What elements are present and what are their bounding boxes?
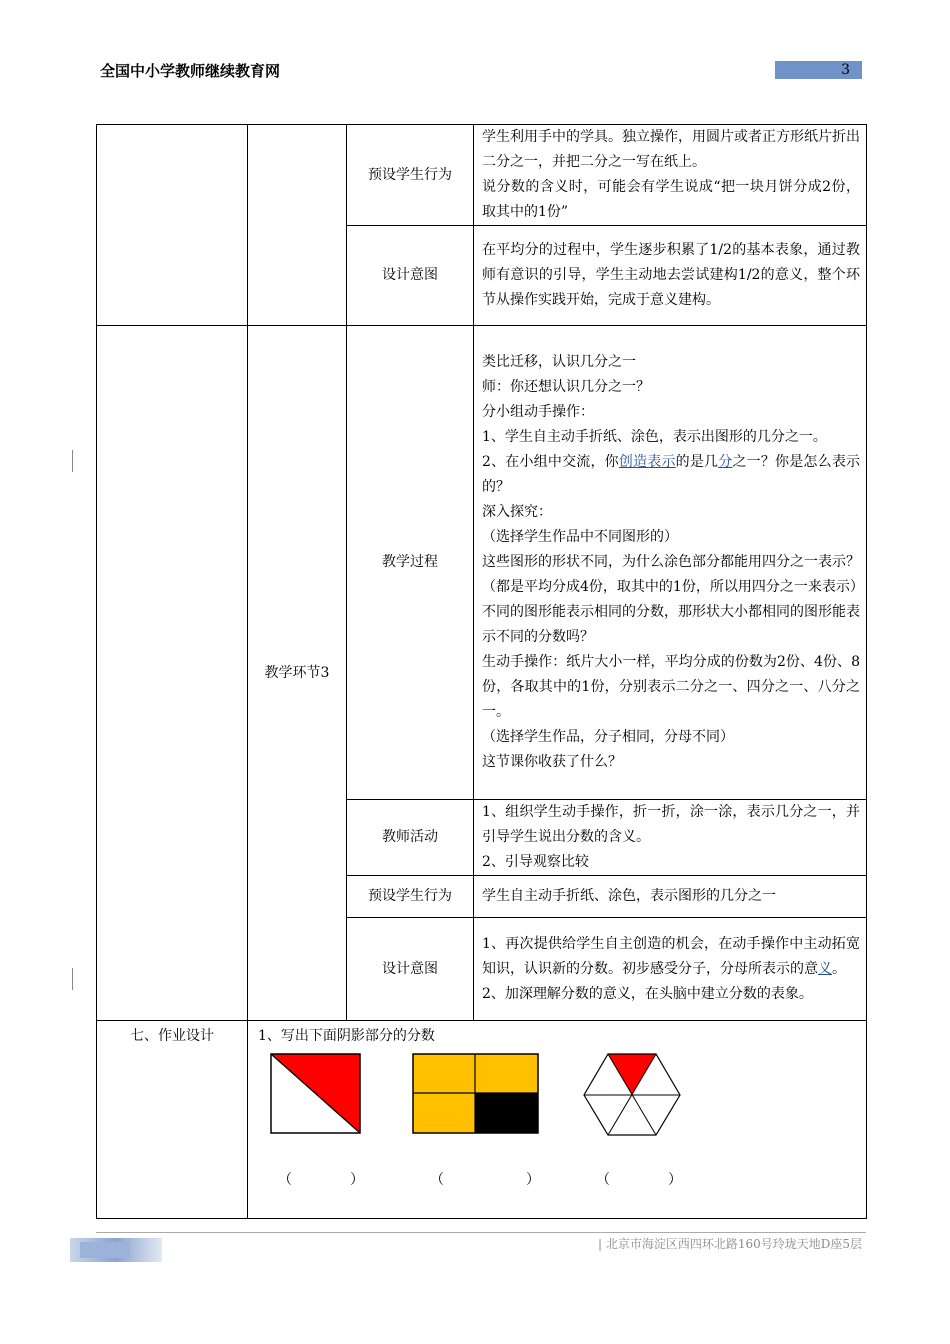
empty-cell <box>97 326 248 1021</box>
text-line: 学生利用手中的学具。独立操作，用圆片或者正方形纸片折出二分之一，并把二分之一写在纸上。 <box>482 129 860 170</box>
row-content <box>474 918 867 1021</box>
text-line: 生动手操作：纸片大小一样，平均分成的份数为2份、4份、8份，各取其中的1份，分别表示二分之一、四分之一、八分之一。 <box>482 654 860 720</box>
margin-mark <box>72 450 73 472</box>
empty-cell <box>97 125 248 326</box>
text-line: 1、组织学生动手操作，折一折，涂一涂，表示几分之一，并引导学生说出分数的含义。 <box>482 804 860 845</box>
text-line: 师：你还想认识几分之一？ <box>482 379 650 395</box>
text-line: 2、加深理解分数的意义，在头脑中建立分数的表象。 <box>482 985 813 1002</box>
homework-title: 1、写出下面阴影部分的分数 <box>258 1028 435 1044</box>
grid-cell <box>475 1054 538 1093</box>
text-line: 2、在小组中交流，你创造表示的是几分之一？你是怎么表示的？ <box>482 454 861 495</box>
page-number-badge <box>775 61 862 79</box>
grid-cell <box>413 1093 475 1133</box>
homework-cell <box>248 1021 867 1219</box>
row-content: 学生自主动手折纸、涂色，表示图形的几分之一 <box>474 876 867 918</box>
text-line: 1、再次提供给学生自主创造的机会，在动手操作中主动拓宽知识，认识新的分数。初步感受分子，分母所表示的意义。 <box>482 935 860 977</box>
text-line: （选择学生作品，分子相同，分母不同） <box>482 729 734 745</box>
hexagon-figure <box>582 1053 682 1137</box>
page-number: 3 <box>841 62 850 78</box>
row-label: 设计意图 <box>347 226 474 326</box>
row-label: 预设学生行为 <box>347 125 474 226</box>
row-content <box>474 326 867 800</box>
triangle-square-figure <box>270 1053 362 1135</box>
margin-mark <box>72 968 73 990</box>
footer-address: | 北京市海淀区西四环北路160号玲珑天地D座5层 <box>597 1237 862 1251</box>
answer-paren-close: ） <box>350 1172 364 1188</box>
footer-logo-icon <box>70 1236 162 1264</box>
row-label: 设计意图 <box>347 918 474 1021</box>
text-line: 类比迁移，认识几分之一 <box>482 354 636 370</box>
table-row <box>97 326 867 800</box>
text-line: 深入探究： <box>482 504 552 520</box>
text-line: （选择学生作品中不同图形的） <box>482 529 678 545</box>
grid-four-figure <box>412 1053 540 1135</box>
row-content <box>474 125 867 226</box>
grid-cell-black <box>475 1093 538 1133</box>
answer-paren-open: （ <box>278 1172 292 1188</box>
text-line: 1、学生自主动手折纸、涂色，表示出图形的几分之一。 <box>482 429 827 445</box>
text-line: 这节课你收获了什么？ <box>482 754 622 770</box>
answer-paren-close: ） <box>668 1172 682 1188</box>
table-row <box>97 1021 867 1219</box>
row-label: 预设学生行为 <box>347 876 474 918</box>
text-link[interactable]: 义 <box>818 960 832 977</box>
empty-cell <box>248 125 347 326</box>
answer-paren-close: ） <box>526 1172 540 1188</box>
section-label: 教学环节3 <box>248 326 347 1021</box>
homework-area <box>248 1021 866 1215</box>
answer-paren-open: （ <box>430 1172 444 1188</box>
row-label: 教师活动 <box>347 800 474 876</box>
text-line: 说分数的含义时，可能会有学生说成“把一块月饼分成2份，取其中的1份” <box>482 179 860 220</box>
text-line: 这些图形的形状不同，为什么涂色部分都能用四分之一表示？（都是平均分成4份，取其中的1份，所以用四分之一来表示） <box>482 554 864 595</box>
table-row <box>97 125 867 226</box>
text-line: 分小组动手操作： <box>482 404 594 420</box>
text-link[interactable]: 分 <box>718 454 733 470</box>
row-content <box>474 800 867 876</box>
text-line: 在平均分的过程中，学生逐步积累了1/2的基本表象，通过教师有意识的引导，学生主动地去尝试建构1/2的意义，整个环节从操作实践开始，完成于意义建构。 <box>482 242 860 308</box>
row-content <box>474 226 867 326</box>
answer-paren-open: （ <box>596 1172 610 1188</box>
text-line: 不同的图形能表示相同的分数，那形状大小都相同的图形能表示不同的分数吗？ <box>482 604 860 645</box>
section-label: 七、作业设计 <box>97 1021 248 1219</box>
header-title: 全国中小学教师继续教育网 <box>100 62 281 80</box>
text-link[interactable]: 创造表示 <box>618 454 676 470</box>
text-line: 2、引导观察比较 <box>482 854 589 870</box>
shaded-hexagon-part <box>608 1054 656 1095</box>
row-label: 教学过程 <box>347 326 474 800</box>
lesson-table <box>96 124 867 1219</box>
footer-divider <box>96 1232 866 1233</box>
grid-cell <box>413 1054 475 1093</box>
